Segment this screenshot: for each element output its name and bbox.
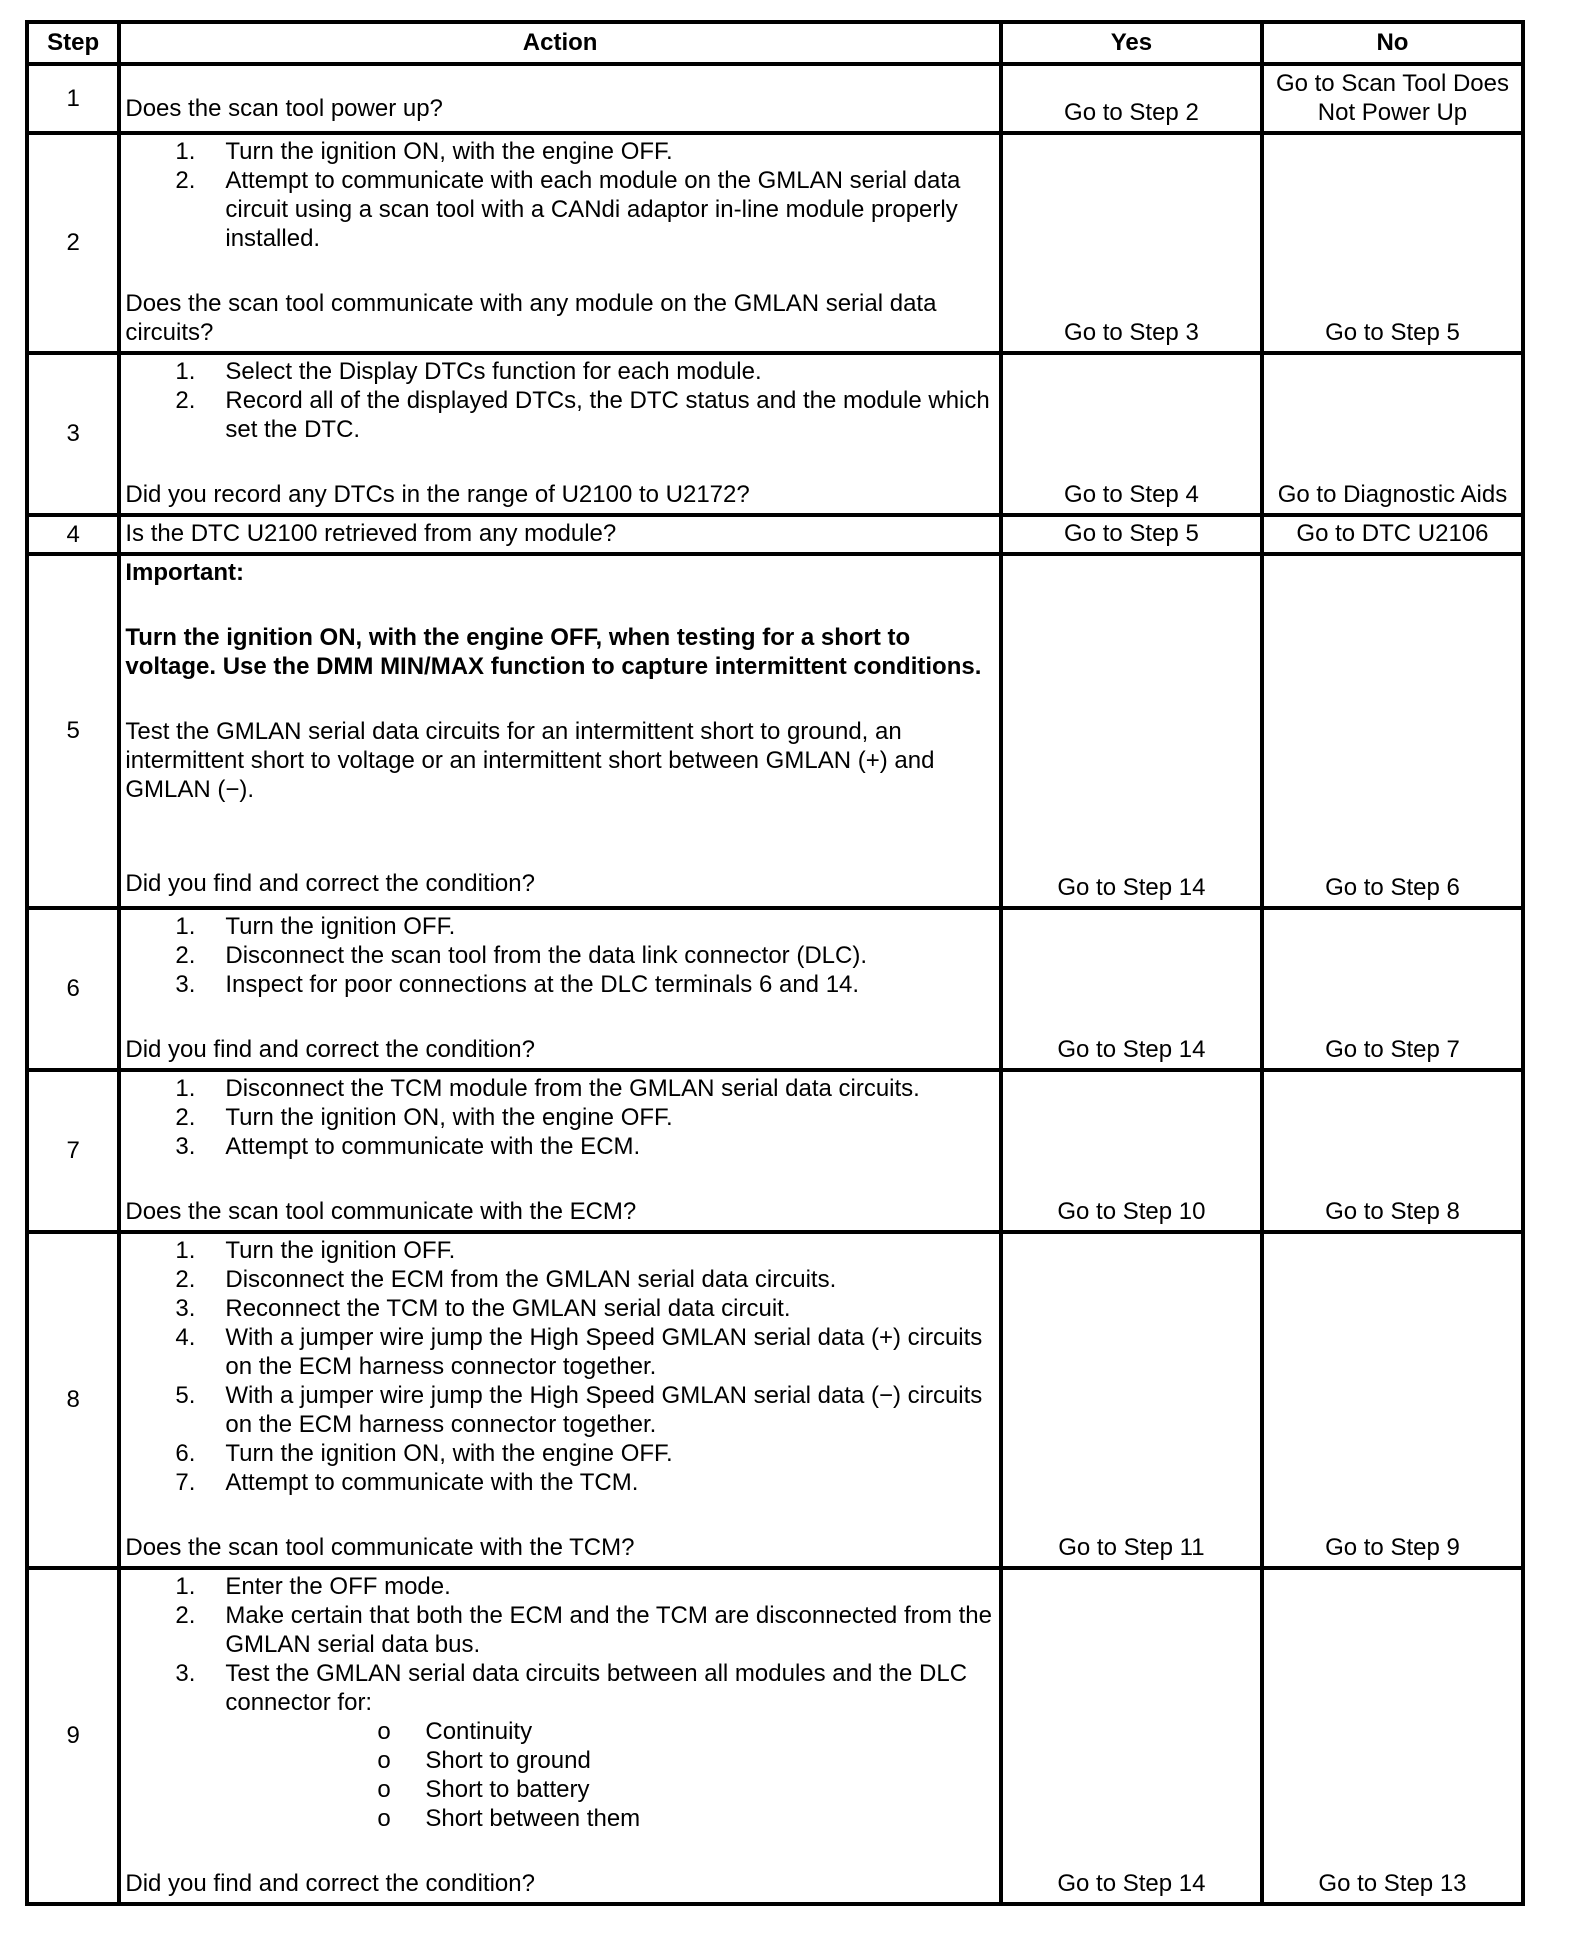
step-number: 7: [27, 1070, 119, 1232]
no-cell: Go to Step 7: [1262, 908, 1523, 1070]
header-action: Action: [119, 22, 1001, 64]
action-cell: [119, 515, 1001, 554]
table-row: [27, 64, 1523, 133]
header-row: [27, 22, 1523, 64]
table-row: [27, 554, 1523, 908]
diagnostic-table: [25, 20, 1525, 1906]
action-cell: [119, 908, 1001, 1070]
step-number: 3: [27, 353, 119, 515]
question: Does the scan tool communicate with the TCM?: [125, 1534, 635, 1561]
table-row: [27, 1070, 1523, 1232]
instruction-list: [125, 912, 995, 999]
action-cell: [119, 353, 1001, 515]
yes-cell: Go to Step 14: [1001, 1568, 1262, 1904]
test-paragraph: Test the GMLAN serial data circuits for an intermittent short to ground, an intermittent short to voltage or an intermittent short between GMLAN (+) and GMLAN (−).: [125, 718, 935, 803]
list-item: 7. Attempt to communicate with the TCM.: [175, 1469, 639, 1496]
question: Does the scan tool communicate with any module on the GMLAN serial data circuits?: [125, 290, 937, 346]
step-number: 5: [27, 554, 119, 908]
table-row: [27, 515, 1523, 554]
list-item: 3. Reconnect the TCM to the GMLAN serial data circuit.: [175, 1295, 791, 1322]
header-yes: Yes: [1001, 22, 1262, 64]
question: Is the DTC U2100 retrieved from any module?: [125, 520, 617, 547]
question: Did you find and correct the condition?: [125, 870, 535, 897]
list-item: 4. With a jumper wire jump the High Speed GMLAN serial data (+) circuits on the ECM harness connector together.: [175, 1324, 983, 1380]
list-item: 3. Inspect for poor connections at the DLC terminals 6 and 14.: [175, 971, 860, 998]
action-cell: [119, 1070, 1001, 1232]
action-cell: [119, 133, 1001, 353]
bullet-item: o Short between them: [225, 1804, 995, 1833]
list-item: 2. Disconnect the scan tool from the data link connector (DLC).: [175, 942, 867, 969]
no-cell: Go to Step 6: [1262, 554, 1523, 908]
action-cell: [119, 1232, 1001, 1568]
header-no: No: [1262, 22, 1523, 64]
table-row: [27, 353, 1523, 515]
list-item: 1. Disconnect the TCM module from the GMLAN serial data circuits.: [175, 1075, 920, 1102]
instruction-list: [125, 1074, 995, 1161]
important-note: Turn the ignition ON, with the engine OFF, when testing for a short to voltage. Use the DMM MIN/MAX function to capture intermittent conditions.: [125, 624, 982, 680]
no-cell: Go to Step 5: [1262, 133, 1523, 353]
step-number: 9: [27, 1568, 119, 1904]
list-item: 1. Enter the OFF mode.: [175, 1573, 451, 1600]
yes-cell: Go to Step 2: [1001, 64, 1262, 133]
list-item: 2. Disconnect the ECM from the GMLAN serial data circuits.: [175, 1266, 837, 1293]
step-number: 1: [27, 64, 119, 133]
list-item: 1. Turn the ignition OFF.: [175, 1237, 456, 1264]
table-row: [27, 1232, 1523, 1568]
table-row: [27, 133, 1523, 353]
yes-cell: Go to Step 14: [1001, 908, 1262, 1070]
table-row: [27, 1568, 1523, 1904]
question: Did you find and correct the condition?: [125, 1036, 535, 1063]
no-cell: Go to Scan Tool Does Not Power Up: [1262, 64, 1523, 133]
step-number: 6: [27, 908, 119, 1070]
instruction-list: [125, 357, 995, 444]
yes-cell: Go to Step 11: [1001, 1232, 1262, 1568]
bullet-list: [225, 1717, 995, 1833]
bullet-item: o Short to ground: [225, 1746, 995, 1775]
list-item: 6. Turn the ignition ON, with the engine OFF.: [175, 1440, 673, 1467]
header-step: Step: [27, 22, 119, 64]
list-item: 2. Turn the ignition ON, with the engine OFF.: [175, 1104, 673, 1131]
no-cell: Go to DTC U2106: [1262, 515, 1523, 554]
yes-cell: Go to Step 14: [1001, 554, 1262, 908]
step-number: 8: [27, 1232, 119, 1568]
action-cell: [119, 64, 1001, 133]
list-item: 2. Record all of the displayed DTCs, the DTC status and the module which set the DTC.: [175, 387, 990, 443]
instruction-list: [125, 1236, 995, 1497]
instruction-list: [125, 1572, 995, 1833]
list-item: 2. Attempt to communicate with each module on the GMLAN serial data circuit using a scan tool with a CANdi adaptor in-line module properly installed.: [175, 167, 961, 252]
list-item: 1. Turn the ignition ON, with the engine OFF.: [175, 138, 673, 165]
list-item: 5. With a jumper wire jump the High Speed GMLAN serial data (−) circuits on the ECM harness connector together.: [175, 1382, 983, 1438]
list-item: 2. Make certain that both the ECM and the TCM are disconnected from the GMLAN serial data bus.: [175, 1602, 992, 1658]
list-item: 3. Attempt to communicate with the ECM.: [175, 1133, 641, 1160]
list-item: 1. Turn the ignition OFF.: [175, 913, 456, 940]
step-number: 4: [27, 515, 119, 554]
instruction-list: [125, 137, 995, 253]
question: Did you find and correct the condition?: [125, 1870, 535, 1897]
bullet-item: o Short to battery: [225, 1775, 995, 1804]
yes-cell: Go to Step 4: [1001, 353, 1262, 515]
important-title: Important:: [125, 559, 245, 586]
list-item: 1. Select the Display DTCs function for each module.: [175, 358, 762, 385]
action-cell: [119, 554, 1001, 908]
no-cell: Go to Step 13: [1262, 1568, 1523, 1904]
no-cell: Go to Diagnostic Aids: [1262, 353, 1523, 515]
yes-cell: Go to Step 10: [1001, 1070, 1262, 1232]
action-cell: [119, 1568, 1001, 1904]
question: Did you record any DTCs in the range of U2100 to U2172?: [125, 481, 750, 508]
no-cell: Go to Step 8: [1262, 1070, 1523, 1232]
list-item: 3. Test the GMLAN serial data circuits between all modules and the DLC connector for: o Continuity o Short to ground o Short to battery o Short between them: [125, 1659, 995, 1833]
no-cell: Go to Step 9: [1262, 1232, 1523, 1568]
question: Does the scan tool power up?: [125, 95, 443, 122]
yes-cell: Go to Step 5: [1001, 515, 1262, 554]
yes-cell: Go to Step 3: [1001, 133, 1262, 353]
bullet-item: o Continuity: [225, 1717, 995, 1746]
table-row: [27, 908, 1523, 1070]
step-number: 2: [27, 133, 119, 353]
question: Does the scan tool communicate with the ECM?: [125, 1198, 637, 1225]
